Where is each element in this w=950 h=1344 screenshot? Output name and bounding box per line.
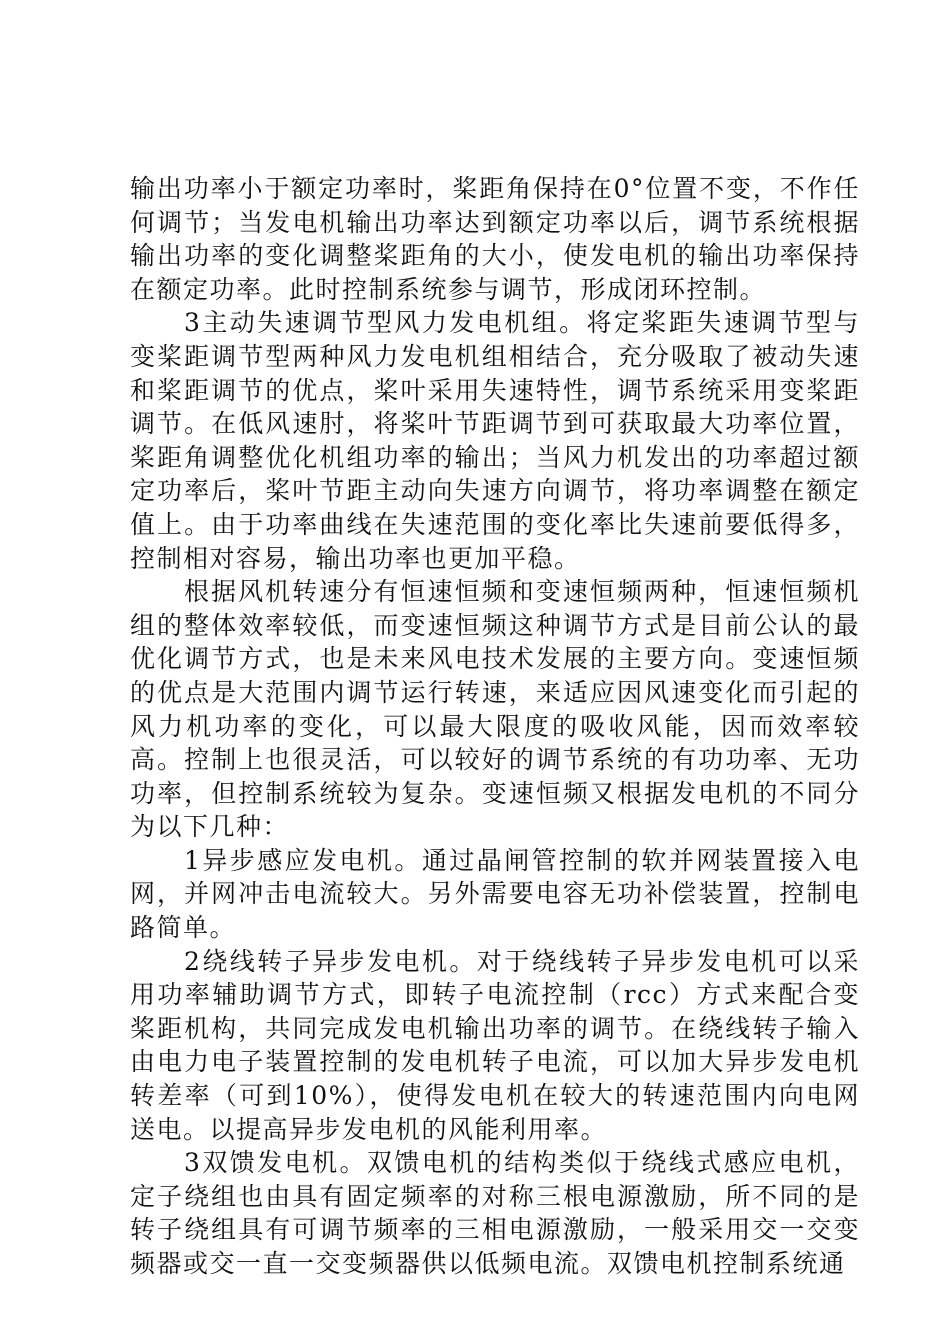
paragraph-1: 输出功率小于额定功率时，桨距角保持在0°位置不变，不作任何调节；当发电机输出功率达到额定功率以后，调节系统根据输出功率的变化调整桨距角的大小，使发电机的输出功率保持在额定功率。此时控制系统参与调节，形成闭环控制。 bbox=[130, 174, 860, 304]
paragraph-2: 3主动失速调节型风力发电机组。将定桨距失速调节型与变桨距调节型两种风力发电机组相结合，充分吸取了被动失速和桨距调节的优点，桨叶采用失速特性，调节系统采用变桨距调节。在低风速肘，将桨叶节距调节到可获取最大功率位置，桨距角调整优化机组功率的输出；当风力机发出的功率超过额定功率后，桨叶节距主动向失速方向调节，将功率调整在额定值上。由于功率曲线在失速范围的变化率比失速前要低得多，控制相对容易，输出功率也更加平稳。 bbox=[130, 308, 860, 573]
paragraph-3: 根据风机转速分有恒速恒频和变速恒频两种，恒速恒频机组的整体效率较低，而变速恒频这种调节方式是目前公认的最优化调节方式，也是未来风电技术发展的主要方向。变速恒频的优点是大范围内调节运行转速，来适应因风速变化而引起的风力机功率的变化，可以最大限度的吸收风能，因而效率较高。控制上也很灵活，可以较好的调节系统的有功功率、无功功率，但控制系统较为复杂。变速恒频又根据发电机的不同分为以下几种： bbox=[130, 577, 860, 842]
paragraph-4: 1异步感应发电机。通过晶闸管控制的软并网装置接入电网，并网冲击电流较大。另外需要电容无功补偿装置，控制电路简单。 bbox=[130, 845, 860, 943]
document-body bbox=[130, 172, 860, 1281]
paragraph-6: 3双馈发电机。双馈电机的结构类似于绕线式感应电机，定子绕组也由具有固定频率的对称三根电源激励，所不同的是转子绕组具有可调节频率的三相电源激励，一般采用交一交变频器或交一直一交变频器供以低频电流。双馈电机控制系统通 bbox=[130, 1148, 860, 1278]
paragraph-5: 2绕线转子异步发电机。对于绕线转子异步发电机可以采用功率辅助调节方式，即转子电流控制（rcc）方式来配合变桨距机构，共同完成发电机输出功率的调节。在绕线转子输入由电力电子装置控制的发电机转子电流，可以加大异步发电机转差率（可到10%），使得发电机在较大的转速范围内向电网送电。以提高异步发电机的风能利用率。 bbox=[130, 946, 860, 1144]
